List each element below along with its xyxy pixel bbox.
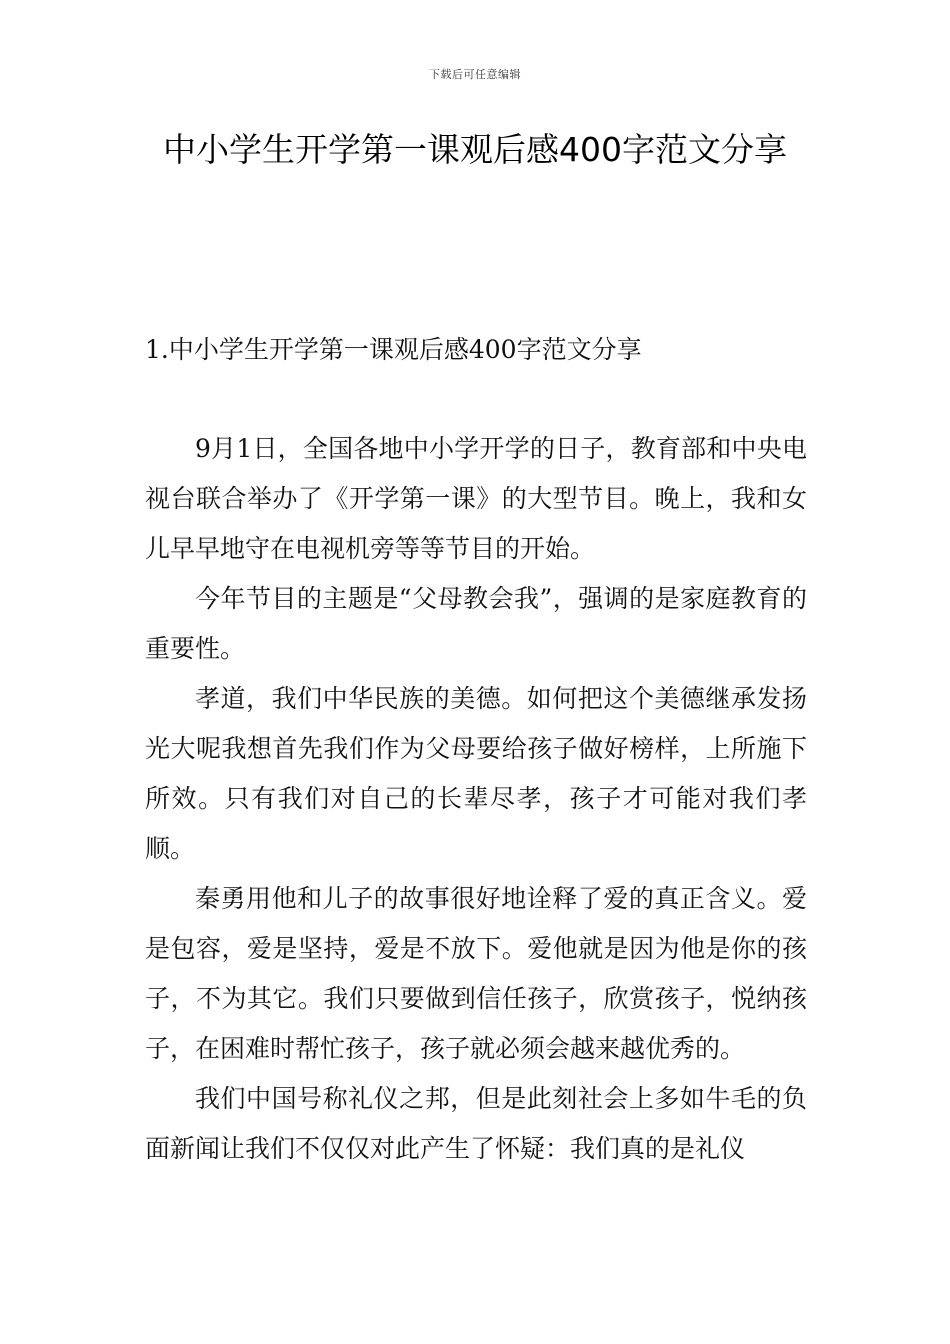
paragraph: 秦勇用他和儿子的故事很好地诠释了爱的真正含义。爱是包容，爱是坚持，爱是不放下。爱他就是因为他是你的孩子，不为其它。我们只要做到信任孩子，欣赏孩子，悦纳孩子，在困难时帮忙孩子，孩子就必须会越来越优秀的。 [145, 884, 807, 1063]
header-note: 下载后可任意编辑 [429, 68, 521, 81]
paragraph: 孝道，我们中华民族的美德。如何把这个美德继承发扬光大呢我想首先我们作为父母要给孩子做好榜样，上所施下所效。只有我们对自己的长辈尽孝，孩子才可能对我们孝顺。 [145, 684, 807, 863]
paragraph: 我们中国号称礼仪之邦，但是此刻社会上多如牛毛的负面新闻让我们不仅仅对此产生了怀疑：我们真的是礼仪 [145, 1084, 807, 1163]
paragraph: 9月1日，全国各地中小学开学的日子，教育部和中央电视台联合举办了《开学第一课》的大型节目。晚上，我和女儿早早地守在电视机旁等等节目的开始。 [145, 434, 807, 563]
section-heading: 1.中小学生开学第一课观后感400字范文分享 [145, 335, 642, 364]
document-body [145, 424, 807, 1174]
paragraph: 今年节目的主题是“父母教会我”，强调的是家庭教育的重要性。 [145, 584, 807, 663]
document-title: 中小学生开学第一课观后感400字范文分享 [163, 130, 787, 169]
